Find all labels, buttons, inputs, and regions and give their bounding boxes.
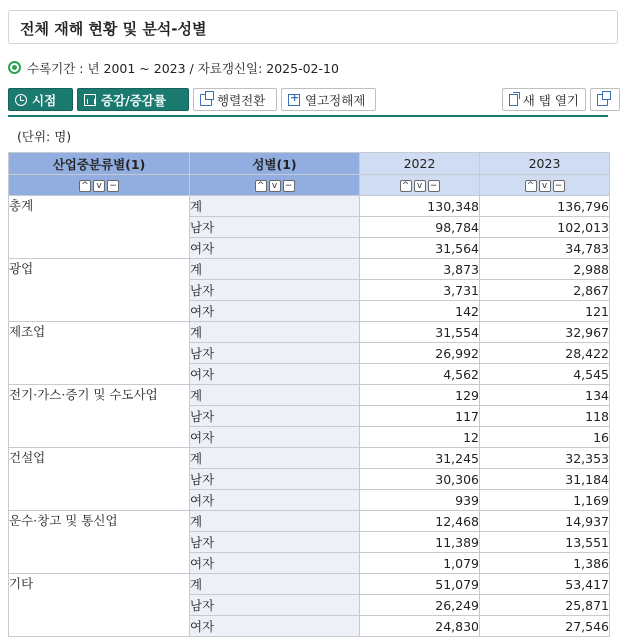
value-2023: 2,988 xyxy=(480,259,610,280)
sort-down-icon[interactable]: v xyxy=(269,180,281,192)
sex-label: 여자 xyxy=(190,553,360,574)
industry-label: 전기·가스·증기 및 수도사업 xyxy=(9,385,190,448)
value-2022: 4,562 xyxy=(360,364,480,385)
value-2023: 14,937 xyxy=(480,511,610,532)
value-2023: 31,184 xyxy=(480,469,610,490)
value-2023: 134 xyxy=(480,385,610,406)
value-2022: 30,306 xyxy=(360,469,480,490)
value-2022: 31,564 xyxy=(360,238,480,259)
sort-down-icon[interactable]: v xyxy=(414,180,426,192)
new-tab-button[interactable] xyxy=(502,88,586,111)
chart-icon xyxy=(84,94,96,106)
sex-label: 남자 xyxy=(190,595,360,616)
value-2022: 51,079 xyxy=(360,574,480,595)
copy-icon xyxy=(597,94,608,106)
control-row xyxy=(9,175,610,196)
value-2023: 16 xyxy=(480,427,610,448)
value-2022: 1,079 xyxy=(360,553,480,574)
value-2022: 129 xyxy=(360,385,480,406)
change-rate-label: 증감/증감률 xyxy=(101,92,166,108)
industry-label: 제조업 xyxy=(9,322,190,385)
value-2022: 31,554 xyxy=(360,322,480,343)
pivot-button[interactable] xyxy=(193,88,277,111)
change-rate-button[interactable] xyxy=(77,88,189,111)
sex-label: 남자 xyxy=(190,469,360,490)
value-2023: 121 xyxy=(480,301,610,322)
value-2022: 26,249 xyxy=(360,595,480,616)
value-2022: 939 xyxy=(360,490,480,511)
unfold-icon xyxy=(288,94,300,106)
unit-label: (단위: 명) xyxy=(17,129,72,144)
value-2022: 3,873 xyxy=(360,259,480,280)
sex-label: 계 xyxy=(190,385,360,406)
value-2023: 4,545 xyxy=(480,364,610,385)
time-button-label: 시점 xyxy=(32,92,57,108)
sort-down-icon[interactable]: v xyxy=(93,180,105,192)
table-row xyxy=(9,574,610,595)
table-row xyxy=(9,385,610,406)
sex-label: 남자 xyxy=(190,280,360,301)
value-2023: 34,783 xyxy=(480,238,610,259)
sex-label: 여자 xyxy=(190,616,360,637)
sex-label: 계 xyxy=(190,196,360,217)
sex-label: 여자 xyxy=(190,490,360,511)
sex-label: 남자 xyxy=(190,406,360,427)
clock-icon xyxy=(15,94,27,106)
sex-label: 계 xyxy=(190,322,360,343)
status-dot-icon xyxy=(8,61,21,74)
sort-up-icon[interactable]: ^ xyxy=(255,180,267,192)
sex-label: 남자 xyxy=(190,217,360,238)
data-table xyxy=(8,152,610,637)
industry-label: 기타 xyxy=(9,574,190,637)
table-row xyxy=(9,196,610,217)
new-tab-label: 새 탭 열기 xyxy=(522,92,579,108)
value-2023: 2,867 xyxy=(480,280,610,301)
value-2022: 11,389 xyxy=(360,532,480,553)
collapse-icon[interactable]: − xyxy=(553,180,565,192)
industry-controls xyxy=(9,175,190,196)
value-2022: 12 xyxy=(360,427,480,448)
header-industry[interactable]: 산업중분류별(1) xyxy=(9,153,190,175)
value-2023: 53,417 xyxy=(480,574,610,595)
sex-label: 계 xyxy=(190,448,360,469)
value-2022: 31,245 xyxy=(360,448,480,469)
sex-label: 계 xyxy=(190,259,360,280)
extra-toolbar-button[interactable] xyxy=(590,88,620,111)
sex-label: 남자 xyxy=(190,532,360,553)
value-2022: 3,731 xyxy=(360,280,480,301)
sort-up-icon[interactable]: ^ xyxy=(79,180,91,192)
value-2023: 118 xyxy=(480,406,610,427)
table-row xyxy=(9,259,610,280)
time-button[interactable] xyxy=(8,88,73,111)
header-row xyxy=(9,153,610,175)
value-2022: 24,830 xyxy=(360,616,480,637)
value-2023: 28,422 xyxy=(480,343,610,364)
sex-label: 여자 xyxy=(190,427,360,448)
sort-down-icon[interactable]: v xyxy=(539,180,551,192)
toolbar xyxy=(8,88,618,112)
sex-label: 여자 xyxy=(190,364,360,385)
table-row xyxy=(9,448,610,469)
value-2023: 136,796 xyxy=(480,196,610,217)
value-2022: 130,348 xyxy=(360,196,480,217)
value-2023: 25,871 xyxy=(480,595,610,616)
value-2023: 1,169 xyxy=(480,490,610,511)
collapse-icon[interactable]: − xyxy=(283,180,295,192)
page-title-box xyxy=(8,10,618,44)
value-2022: 117 xyxy=(360,406,480,427)
value-2023: 1,386 xyxy=(480,553,610,574)
table-row xyxy=(9,322,610,343)
page-title: 전체 재해 현황 및 분석-성별 xyxy=(20,20,207,38)
sex-label: 여자 xyxy=(190,238,360,259)
toolbar-divider xyxy=(8,115,608,117)
table-row xyxy=(9,511,610,532)
header-year-2023[interactable]: 2023 xyxy=(480,153,610,175)
value-2023: 13,551 xyxy=(480,532,610,553)
year-2023-controls xyxy=(480,175,610,196)
header-sex[interactable]: 성별(1) xyxy=(190,153,360,175)
value-2023: 102,013 xyxy=(480,217,610,238)
sort-up-icon[interactable]: ^ xyxy=(400,180,412,192)
period-label: 수록기간 : 년 2001 ~ 2023 / 자료갱신일: 2025-02-10 xyxy=(27,61,339,76)
new-tab-icon xyxy=(509,94,518,106)
pivot-label: 행렬전환 xyxy=(217,92,266,108)
value-2023: 32,353 xyxy=(480,448,610,469)
sex-label: 계 xyxy=(190,574,360,595)
industry-label: 운수·창고 및 통신업 xyxy=(9,511,190,574)
unfreeze-columns-button[interactable] xyxy=(281,88,376,111)
sex-label: 남자 xyxy=(190,343,360,364)
industry-label: 광업 xyxy=(9,259,190,322)
value-2022: 26,992 xyxy=(360,343,480,364)
sex-controls xyxy=(190,175,360,196)
collapse-icon[interactable]: − xyxy=(428,180,440,192)
industry-label: 건설업 xyxy=(9,448,190,511)
pivot-icon xyxy=(200,94,212,106)
sort-up-icon[interactable]: ^ xyxy=(525,180,537,192)
data-period-info xyxy=(8,59,339,77)
header-year-2022[interactable]: 2022 xyxy=(360,153,480,175)
industry-label: 총계 xyxy=(9,196,190,259)
value-2022: 142 xyxy=(360,301,480,322)
value-2022: 12,468 xyxy=(360,511,480,532)
year-2022-controls xyxy=(360,175,480,196)
sex-label: 계 xyxy=(190,511,360,532)
sex-label: 여자 xyxy=(190,301,360,322)
value-2023: 32,967 xyxy=(480,322,610,343)
unfreeze-label: 열고정해제 xyxy=(305,92,366,108)
value-2023: 27,546 xyxy=(480,616,610,637)
table-body xyxy=(9,196,610,637)
value-2022: 98,784 xyxy=(360,217,480,238)
collapse-icon[interactable]: − xyxy=(107,180,119,192)
